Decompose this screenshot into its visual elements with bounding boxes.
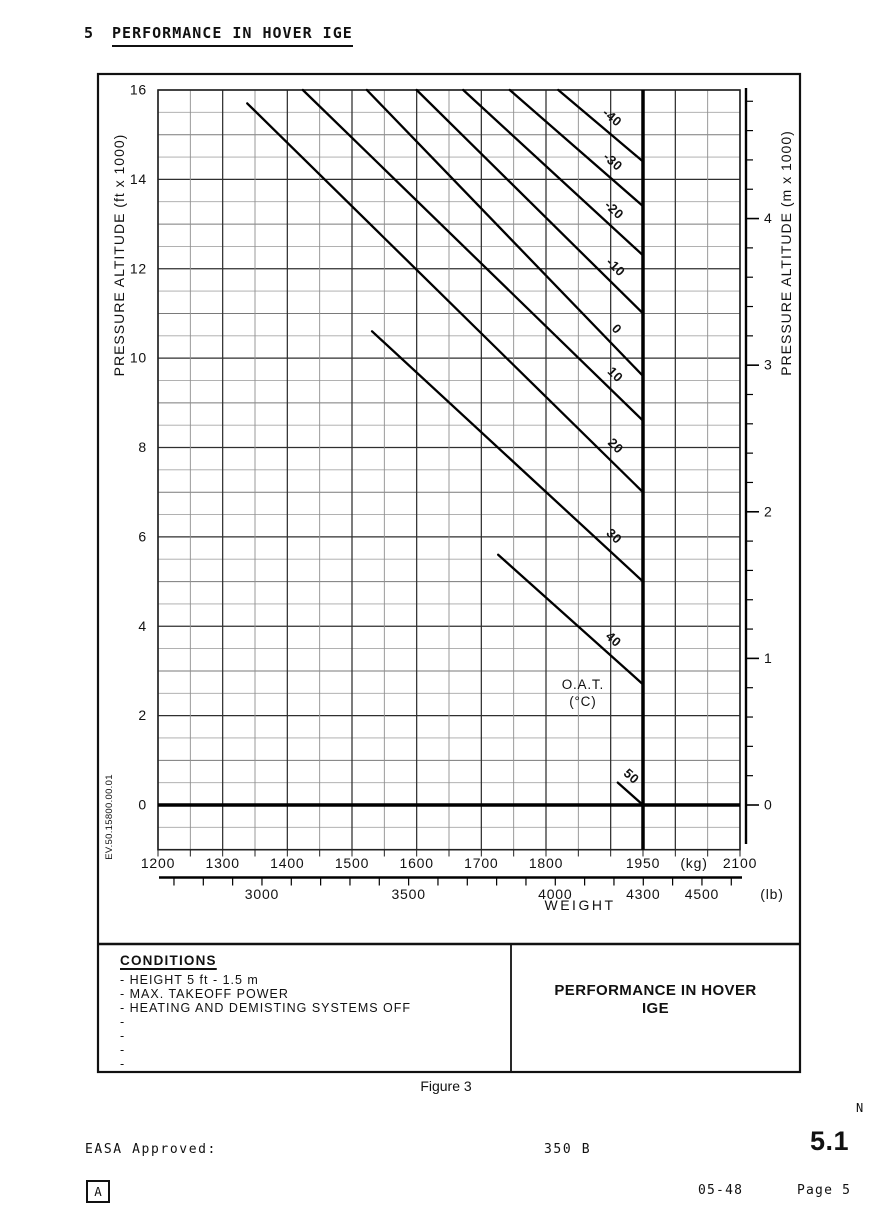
figure-reference-number: EV.50.15800.00.01 [104,774,115,860]
m-axis-ruler [746,88,759,844]
svg-text:4300: 4300 [626,886,661,902]
oat-curve-0 [367,90,643,376]
aircraft-model: 350 B [544,1142,592,1157]
page-number: Page 5 [797,1183,852,1198]
oat-curve-label-0: 0 [608,320,626,337]
figure-caption: Figure 3 [420,1078,472,1094]
svg-text:1200: 1200 [140,855,176,871]
condition-item: - [120,1029,126,1043]
oat-annotation-line2: (°C) [569,693,597,709]
svg-text:6: 6 [138,528,147,545]
svg-text:1950: 1950 [625,855,661,871]
oat-curve-40 [498,555,643,685]
svg-text:4500: 4500 [684,886,720,902]
grid [158,90,740,857]
oat-curve-label-20: 20 [604,434,627,457]
lb-unit-label: (lb) [760,886,784,902]
weight-axis-title: WEIGHT [544,897,616,913]
svg-text:2100: 2100 [722,855,758,871]
figure-title-line2: IGE [641,1000,670,1017]
condition-item: - HEATING AND DEMISTING SYSTEMS OFF [120,1001,412,1015]
svg-text:8: 8 [138,439,147,455]
svg-text:0: 0 [138,796,147,813]
ft-axis-title: PRESSURE ALTITUDE (ft x 1000) [111,133,127,377]
svg-text:4: 4 [764,210,773,227]
approval-text: EASA Approved: [85,1142,217,1157]
oat-curve--40 [558,90,643,162]
oat-curve-20 [247,103,643,492]
oat-curve-label--40: -40 [599,104,625,130]
oat-curve-label-30: 30 [603,525,626,547]
lb-axis [159,878,742,886]
svg-text:1300: 1300 [205,855,240,871]
revision-letter: N [856,1101,864,1115]
figure-title-line1: PERFORMANCE IN HOVER [554,982,757,999]
svg-text:2: 2 [764,503,773,520]
svg-text:16: 16 [129,81,147,98]
oat-curve-label-50: 50 [620,765,643,787]
svg-text:1400: 1400 [270,855,305,871]
conditions-list [120,975,500,1071]
conditions-heading: CONDITIONS [120,953,217,968]
condition-item: - [120,1043,126,1057]
condition-item: - HEIGHT 5 ft - 1.5 m [120,973,259,987]
oat-curve-10 [303,90,643,421]
oat-curve-label-10: 10 [604,363,627,386]
oat-curve-label--10: -10 [603,254,629,280]
section-number: 5 [84,24,95,42]
svg-text:0: 0 [764,796,773,813]
svg-text:2: 2 [138,707,147,724]
condition-item: - MAX. TAKEOFF POWER [120,987,289,1001]
manual-section-number: 5.1 [810,1126,850,1156]
page-title: PERFORMANCE IN HOVER IGE [112,24,353,47]
condition-item: - [120,1057,126,1071]
oat-curve-30 [372,331,643,581]
oat-curve--30 [510,90,643,206]
svg-text:3000: 3000 [244,886,280,902]
svg-text:12: 12 [129,260,147,277]
oat-curve-label-40: 40 [602,628,625,650]
conditions-block [120,953,500,1073]
svg-text:4000: 4000 [538,886,573,902]
svg-text:4: 4 [138,617,147,634]
oat-curve-50 [618,783,643,805]
svg-text:3: 3 [764,356,773,373]
svg-text:3500: 3500 [391,886,426,902]
svg-text:1800: 1800 [528,855,564,871]
revision-box-letter: A [86,1180,110,1203]
kg-unit-label: (kg) [680,855,708,871]
svg-text:1700: 1700 [464,855,499,871]
svg-text:1600: 1600 [399,855,434,871]
svg-text:1: 1 [764,649,773,666]
oat-curve-label--20: -20 [601,197,627,223]
m-axis-title: PRESSURE ALTITUDE (m x 1000) [778,130,794,376]
svg-text:10: 10 [129,349,147,366]
svg-text:1500: 1500 [334,855,370,871]
doc-code: 05-48 [698,1183,744,1198]
svg-text:14: 14 [129,170,147,187]
oat-curve-label--30: -30 [600,149,626,174]
condition-item: - [120,1015,126,1029]
oat-annotation-line1: O.A.T. [561,676,605,692]
figure-title-box [511,982,800,1018]
